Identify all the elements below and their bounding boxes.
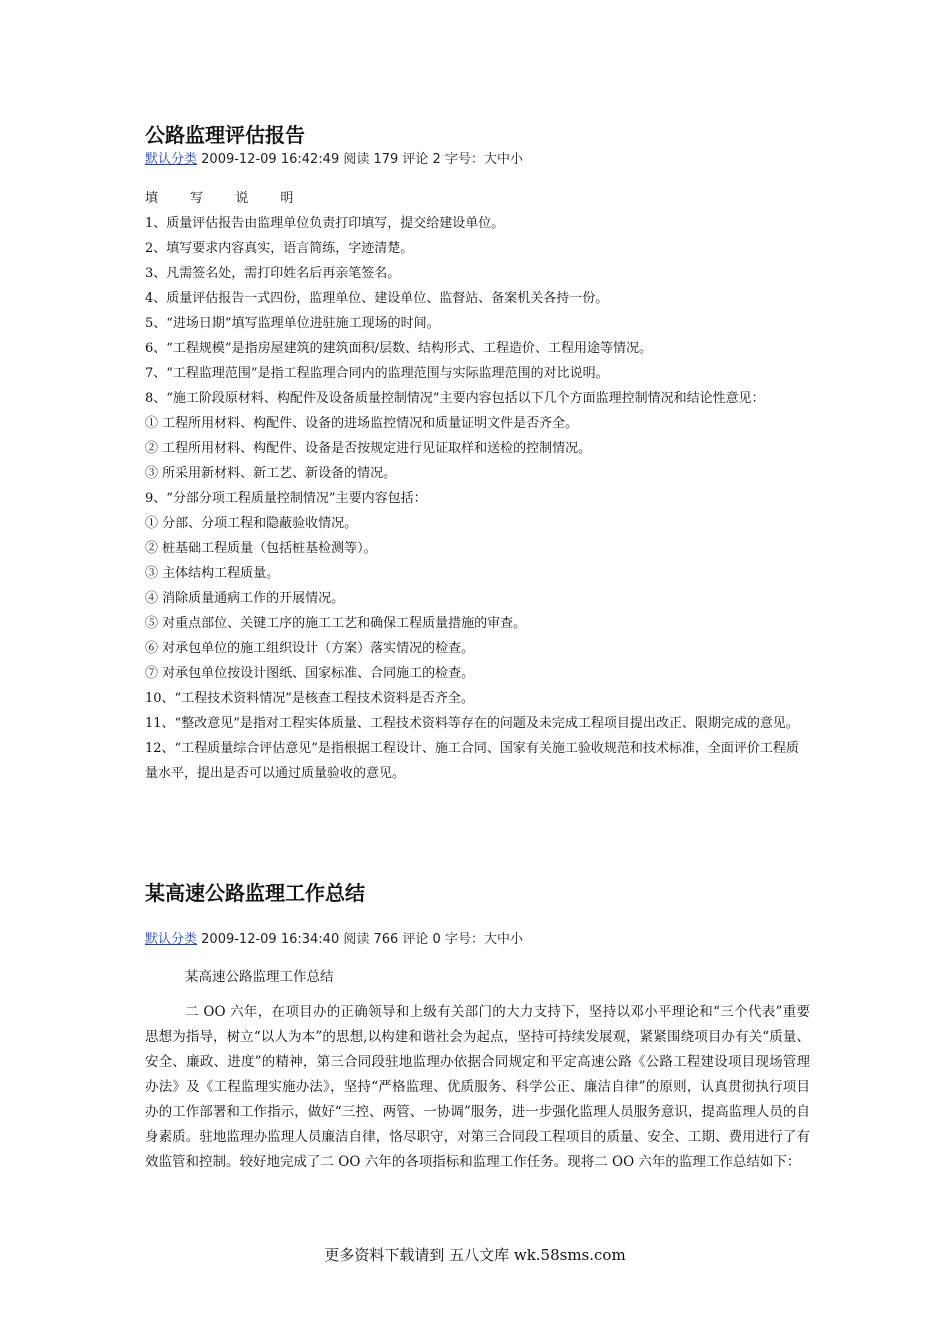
article1-category-link[interactable]: 默认分类	[145, 152, 198, 167]
instruction-subline: ⑦ 对承包单位按设计图纸、国家标准、合同施工的检查。	[145, 666, 475, 681]
instruction-line: 8、“施工阶段原材料、构配件及设备质量控制情况”主要内容包括以下几个方面监理控制情况和结论性意见：	[145, 391, 765, 406]
instruction-subline: ⑥ 对承包单位的施工组织设计（方案）落实情况的检查。	[145, 641, 475, 656]
article2-subtitle: 某高速公路监理工作总结	[185, 969, 334, 985]
instruction-line: 12、“工程质量综合评估意见”是指根据工程设计、施工合同、国家有关施工验收规范和技术标准，全面评价工程质量水平，提出是否可以通过质量验收的意见。	[145, 741, 799, 781]
article2-title: 某高速公路监理工作总结	[145, 881, 365, 905]
instruction-line: 6、“工程规模”是指房屋建筑的建筑面积/层数、结构形式、工程造价、工程用途等情况。	[145, 341, 652, 356]
instruction-subline: ① 分部、分项工程和隐蔽验收情况。	[145, 516, 358, 531]
article1-meta	[145, 150, 523, 170]
instruction-line: 2、填写要求内容真实，语言简练，字迹清楚。	[145, 241, 414, 256]
instruction-subline: ③ 所采用新材料、新工艺、新设备的情况。	[145, 466, 397, 481]
instruction-subline: ① 工程所用材料、构配件、设备的进场监控情况和质量证明文件是否齐全。	[145, 416, 579, 431]
instruction-subline: ④ 消除质量通病工作的开展情况。	[145, 591, 345, 606]
instruction-line: 5、“进场日期”填写监理单位进驻施工现场的时间。	[145, 316, 440, 331]
article1-meta-info: 2009-12-09 16:42:49 阅读 179 评论 2 字号：大中小	[197, 152, 523, 167]
instruction-line: 1、质量评估报告由监理单位负责打印填写，提交给建设单位。	[145, 216, 505, 231]
article2-paragraph: 二 OO 六年，在项目办的正确领导和上级有关部门的大力支持下，坚持以邓小平理论和“三个代表”重要思想为指导，树立“以人为本”的思想,以构建和谐社会为起点，坚持可持续发展观，紧紧围绕项目办有关“质量、安全、廉政、进度”的精神，第三合同段驻地监理办依据合同规定和平定高速公路《公路工程建设项目现场管理办法》及《工程监理实施办法》，坚持“严格监理、优质服务、科学公正、廉洁自律”的原则，认真贯彻执行项目办的工作部署和工作指示，做好“三控、两管、一协调”服务，进一步强化监理人员服务意识，提高监理人员的自身素质。驻地监理办监理人员廉洁自律，恪尽职守，对第三合同段工程项目的质量、安全、工期、费用进行了有效监管和控制。较好地完成了二 OO 六年的各项指标和监理工作任务。现将二 OO 六年的监理工作总结如下：	[145, 1004, 810, 1170]
instruction-subline: ② 桩基础工程质量（包括桩基检测等）。	[145, 541, 377, 556]
article2-category-link[interactable]: 默认分类	[145, 932, 198, 947]
fill-instructions-heading: 填 写 说 明	[145, 191, 308, 206]
instruction-line: 4、质量评估报告一式四份，监理单位、建设单位、监督站、备案机关各持一份。	[145, 291, 609, 306]
footer-download-note: 更多资料下载请到 五八文库 wk.58sms.com	[324, 1246, 626, 1264]
instruction-line: 7、“工程监理范围”是指工程监理合同内的监理范围与实际监理范围的对比说明。	[145, 366, 609, 381]
article1-body	[145, 186, 810, 786]
article2-meta	[145, 930, 523, 950]
instruction-subline: ③ 主体结构工程质量。	[145, 566, 280, 581]
article2-meta-info: 2009-12-09 16:34:40 阅读 766 评论 0 字号：大中小	[197, 932, 523, 947]
instruction-line: 10、“工程技术资料情况”是核查工程技术资料是否齐全。	[145, 691, 474, 706]
article1-title: 公路监理评估报告	[145, 123, 305, 147]
instruction-line: 9、“分部分项工程质量控制情况”主要内容包括：	[145, 491, 427, 506]
instruction-line: 3、凡需签名处，需打印姓名后再亲笔签名。	[145, 266, 401, 281]
instruction-line: 11、“整改意见”是指对工程实体质量、工程技术资料等存在的问题及未完成工程项目提出改正、限期完成的意见。	[145, 716, 799, 731]
instruction-subline: ⑤ 对重点部位、关键工序的施工工艺和确保工程质量措施的审查。	[145, 616, 527, 631]
article2-body	[145, 965, 810, 1175]
instruction-subline: ② 工程所用材料、构配件、设备是否按规定进行见证取样和送检的控制情况。	[145, 441, 592, 456]
